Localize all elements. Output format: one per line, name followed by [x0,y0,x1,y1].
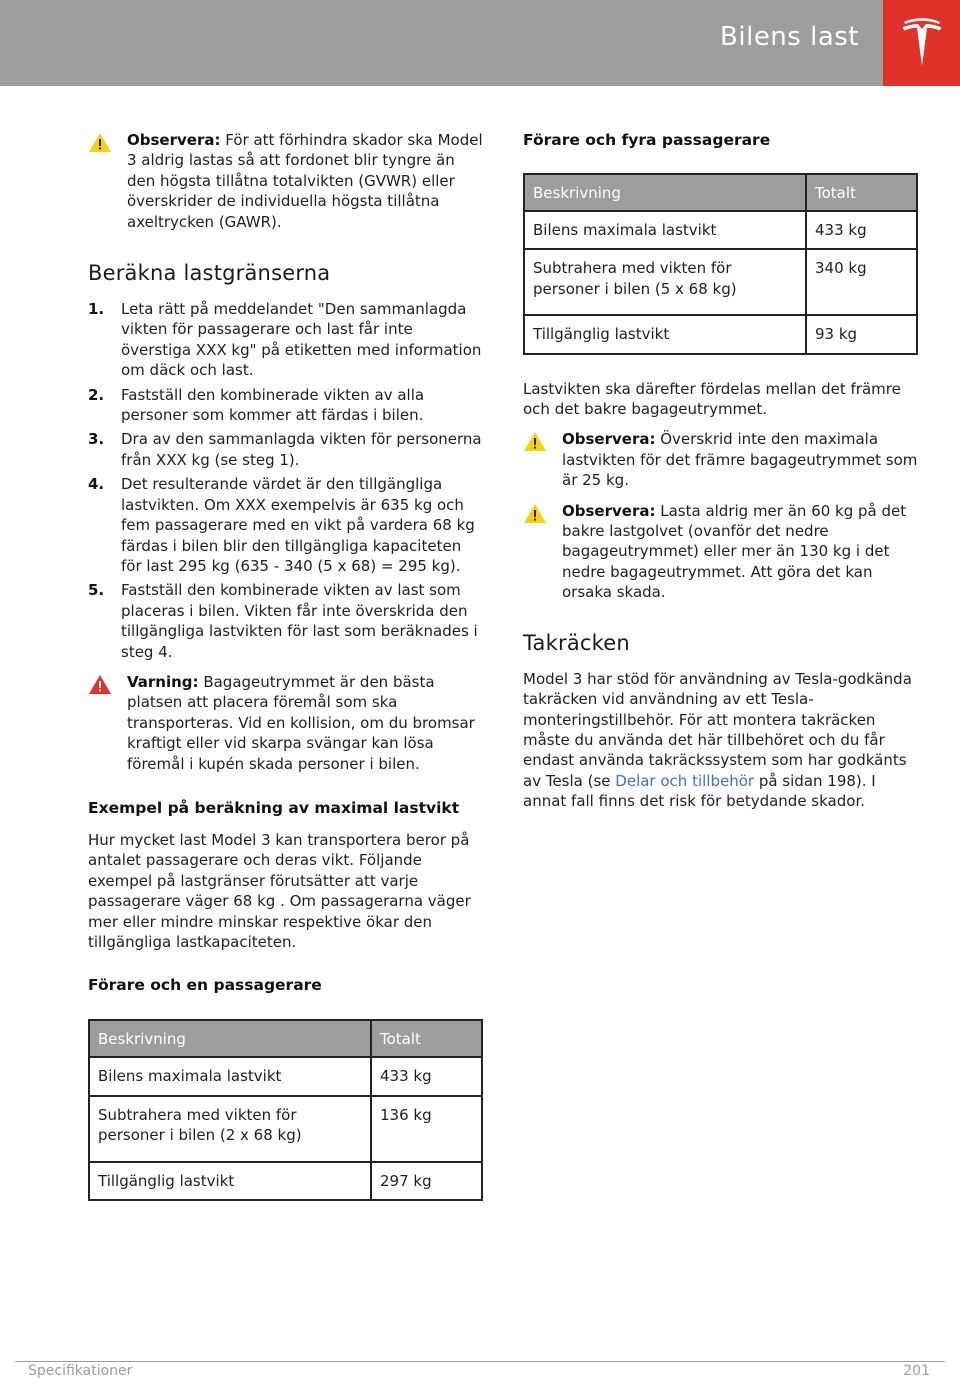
tesla-logo-icon [901,17,943,69]
table-row [89,1162,482,1200]
warning-icon [88,674,112,695]
distribution-text: Lastvikten ska därefter fördelas mellan det främre och det bakre bagageutrymmet. [523,379,901,419]
table-cell: 340 kg [806,249,917,315]
table-cell: 433 kg [806,211,917,249]
step-text: Det resulterande värdet är den tillgängliga lastvikten. Om XXX exempelvis är 635 kg och fem passagerare med en vikt på vardera 68 kg färdas i bilen blir den tillgängliga kapaciteten för last 295 kg (635 - 340 (5 x 68) = 295 kg). [121,475,475,575]
note-front-trunk [523,429,918,490]
warning-text: Bagageutrymmet är den bästa platsen att placera föremål som ska transporteras. Vid en kollision, om du bromsar kraftigt eller vid skarpa svängar kan lösa föremål i kupén skada personer i bilen. [127,672,475,773]
table-row [524,315,917,353]
table-cell: 93 kg [806,315,917,353]
step-item [88,299,483,381]
table-cell: Subtrahera med vikten för personer i bilen (2 x 68 kg) [89,1096,371,1162]
step-text: Fastställ den kombinerade vikten av alla personer som kommer att färdas i bilen. [121,385,425,425]
table-heading-one-passenger: Förare och en passagerare [88,976,322,995]
step-item [88,474,483,576]
section-heading-load-limits: Beräkna lastgränserna [88,261,331,286]
step-item [88,580,483,662]
caution-icon [523,431,547,452]
right-column [523,130,918,812]
step-text: Dra av den sammanlagda vikten för personerna från XXX kg (se steg 1). [121,430,482,469]
table-cell: 433 kg [371,1057,482,1095]
step-text: Leta rätt på meddelandet "Den sammanlagda vikten för passagerare och last får inte överstiga XXX kg" på etiketten med information om däck och last. [121,300,482,380]
roof-text [523,669,918,812]
table-row [524,249,917,315]
table-cell: Tillgänglig lastvikt [89,1162,371,1200]
note-text: För att förhindra skador ska Model 3 aldrig lastas så att fordonet blir tyngre än den högsta tillåtna totalvikten (GVWR) eller överskrider de individuella högsta tillåtna axeltrycken (GAWR). [127,131,483,231]
table-cell: Subtrahera med vikten för personer i bilen (5 x 68 kg) [524,249,806,315]
load-table-one-passenger [88,1019,483,1201]
note-lead: Observera: [562,430,656,449]
table-cell: 297 kg [371,1162,482,1200]
table-row [89,1096,482,1162]
step-item [88,429,483,470]
note-text: Överskrid inte den maximala lastvikten för det främre bagageutrymmet som är 25 kg. [562,430,918,490]
footer-section: Specifikationer [28,1363,133,1379]
load-table-four-passengers [523,173,918,355]
parts-accessories-link[interactable]: Delar och tillbehör [615,771,755,790]
brand-logo [883,0,960,86]
caution-icon [523,503,547,524]
step-number: 4. [88,475,105,494]
left-column [88,130,483,1201]
example-heading: Exempel på beräkning av maximal lastvikt [88,798,460,817]
column-header: Beskrivning [524,174,806,211]
note-overload [88,130,483,232]
caution-icon [88,132,112,153]
step-number: 1. [88,300,105,319]
table-cell: 136 kg [371,1096,482,1162]
footer-divider [15,1361,945,1362]
section-heading-roof-racks: Takräcken [523,630,630,655]
note-lead: Observera: [562,501,656,520]
example-text: Hur mycket last Model 3 kan transportera beror på antalet passagerare och deras vikt. Följande exempel på lastgränser förutsätter att varje passagerare väger 68 kg . Om passagerarna väger mer eller mindre minskar respektive ökar den tillgängliga lastkapaciteten. [88,830,471,951]
table-header-row [89,1020,482,1057]
step-number: 5. [88,581,105,600]
table-row [524,211,917,249]
column-header: Totalt [371,1020,482,1057]
step-item [88,385,483,426]
note-text: Lasta aldrig mer än 60 kg på det bakre lastgolvet (ovanför det nedre bagageutrymmet) eller mer än 130 kg i det nedre bagageutrymmet. Att göra det kan orsaka skada. [562,501,907,602]
warning-cargo [88,672,483,774]
table-row [89,1057,482,1095]
step-number: 3. [88,430,105,449]
note-lead: Observera: [127,131,221,149]
roof-text-after: på sidan 198). I annat fall finns det risk för betydande skador. [523,771,876,811]
page-title: Bilens last [720,22,859,52]
table-heading-four-passengers: Förare och fyra passagerare [523,131,771,149]
column-header: Beskrivning [89,1020,371,1057]
roof-text-before: Model 3 har stöd för användning av Tesla-godkända takräcken vid användning av ett Tesla-monteringstillbehör. För att montera takräcken måste du använda det här tillbehöret och du får endast använda takräckssystem som har godkänts av Tesla (se [523,669,912,790]
note-rear-trunk [523,501,918,603]
table-cell: Bilens maximala lastvikt [89,1057,371,1095]
table-header-row [524,174,917,211]
step-number: 2. [88,385,105,404]
warning-lead: Varning: [127,672,199,691]
table-cell: Tillgänglig lastvikt [524,315,806,353]
steps-list [88,299,483,662]
step-text: Fastställ den kombinerade vikten av last som placeras i bilen. Vikten får inte överskrida den tillgängliga lastvikten för last som beräknades i steg 4. [121,581,478,661]
page-number: 201 [903,1363,930,1379]
table-cell: Bilens maximala lastvikt [524,211,806,249]
column-header: Totalt [806,174,917,211]
